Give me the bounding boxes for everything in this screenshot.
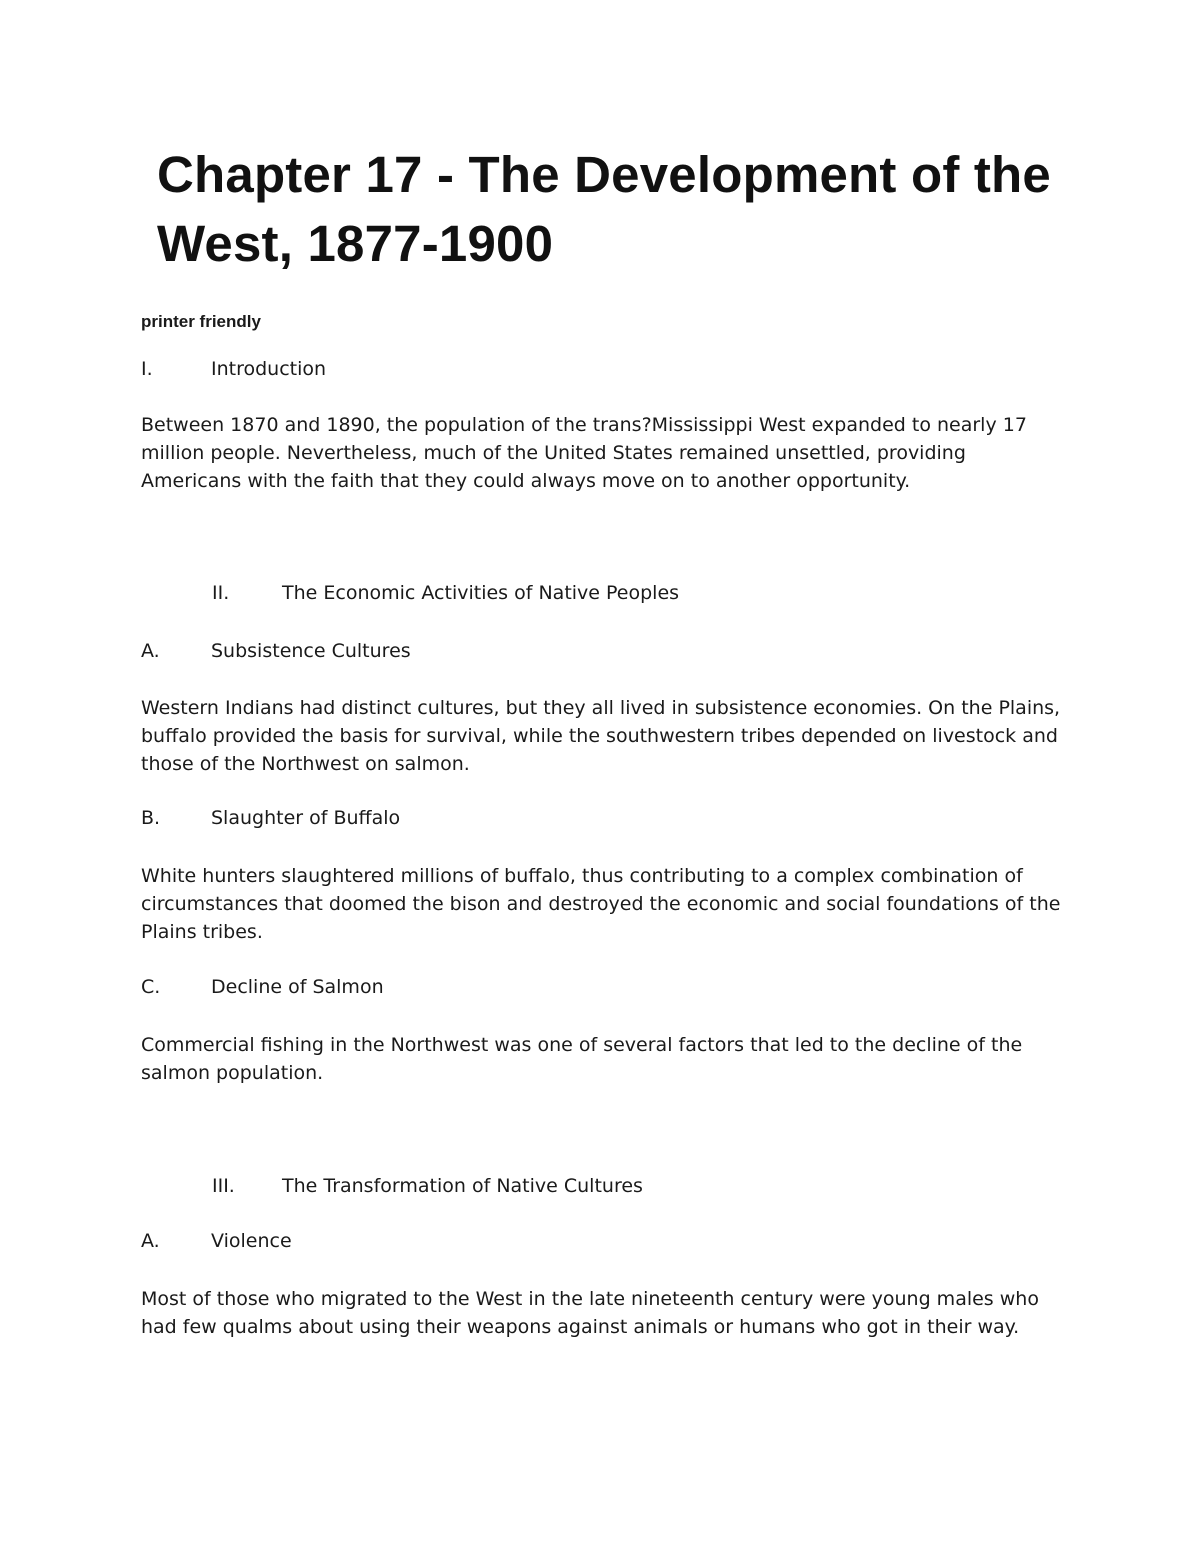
section-title: The Economic Activities of Native Peoples bbox=[282, 582, 680, 604]
subsection-letter: C. bbox=[141, 976, 161, 998]
section-title: The Transformation of Native Cultures bbox=[282, 1175, 643, 1197]
violence-paragraph: Most of those who migrated to the West in the late nineteenth century were young males who had few qualms about using their weapons against animals or humans who got in their way. bbox=[141, 1288, 1039, 1338]
section-number: I. bbox=[141, 358, 153, 380]
subsection-title: Subsistence Cultures bbox=[211, 640, 411, 662]
subsection-title: Decline of Salmon bbox=[211, 976, 384, 998]
intro-paragraph: Between 1870 and 1890, the population of the trans?Mississippi West expanded to nearly 17 million people. Nevertheless, much of the United States remained unsettled, providing Americans with the faith that they could always move on to another opportunity. bbox=[141, 414, 1027, 492]
section-number: II. bbox=[212, 582, 230, 604]
subsection-letter: B. bbox=[141, 807, 161, 829]
page-title: Chapter 17 - The Development of the West, 1877-1900 bbox=[157, 146, 1051, 272]
printer-friendly-link[interactable]: printer friendly bbox=[141, 312, 261, 331]
subsection-letter: A. bbox=[141, 640, 160, 662]
section-title: Introduction bbox=[211, 358, 327, 380]
section-number: III. bbox=[212, 1175, 235, 1197]
salmon-paragraph: Commercial fishing in the Northwest was one of several factors that led to the decline of the salmon population. bbox=[141, 1034, 1023, 1084]
subsection-title: Slaughter of Buffalo bbox=[211, 807, 401, 829]
subsection-letter: A. bbox=[141, 1230, 160, 1252]
buffalo-paragraph: White hunters slaughtered millions of buffalo, thus contributing to a complex combination of circumstances that doomed the bison and destroyed the economic and social foundations of the Plains tribes. bbox=[141, 865, 1061, 943]
subsection-title: Violence bbox=[211, 1230, 292, 1252]
subsistence-paragraph: Western Indians had distinct cultures, but they all lived in subsistence economies. On the Plains, buffalo provided the basis for survival, while the southwestern tribes depended on livestock and those of the Northwest on salmon. bbox=[141, 697, 1061, 775]
